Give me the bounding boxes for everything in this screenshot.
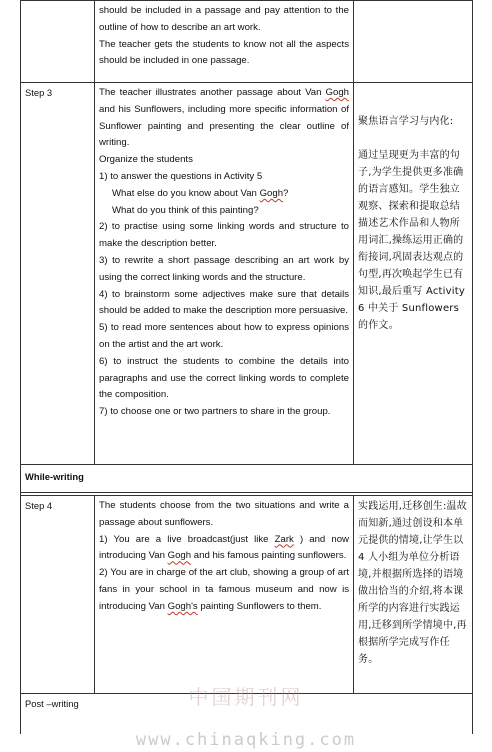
list-item: 2) You are in charge of the art club, showing a group of art fans in your school in ta famous museum and now is introducing Van Gogh's painting Sunflowers to them. (99, 567, 349, 612)
watermark-url: www.chinaqking.com (135, 730, 357, 750)
step-label: Step 3 (21, 83, 95, 465)
spell-underlined-word: Gogh (259, 187, 284, 199)
section-row-post-writing (21, 694, 473, 734)
step-cell-empty (21, 1, 95, 83)
note-cell-empty (354, 1, 473, 83)
content-cell (95, 83, 354, 465)
content-line: The teacher gets the students to know not all the aspects should be included in one passage. (99, 38, 349, 67)
note-cell (354, 496, 473, 694)
watermark-logo-text: 中国期刊网 (188, 685, 304, 709)
list-item: 6) to instruct the students to combine the details into paragraphs and use the correct linking words to complete the composition. (99, 355, 349, 401)
list-item: 1) to answer the questions in Activity 5 (99, 170, 263, 182)
content-line: The teacher illustrates another passage about Van Gogh and his Sunflowers, including more specific information of Sunflower painting and presenting the clear outline of writing. (99, 87, 349, 149)
lesson-plan-page (20, 0, 472, 734)
question-line: What else do you know about Van Gogh? (112, 187, 289, 199)
list-item: 3) to rewrite a short passage describing an art work by using the correct linking words and the structure. (99, 254, 349, 283)
note-title: 聚焦语言学习与内化: (358, 116, 454, 127)
section-row-while-writing (21, 465, 473, 493)
section-label: Post –writing (21, 694, 473, 734)
question-line: What do you think of this painting? (112, 204, 259, 216)
content-line: The students choose from the two situations and write a passage about sunflowers. (99, 500, 349, 528)
table-row-step4 (21, 496, 473, 694)
note-cell (354, 83, 473, 465)
table-row-continuation (21, 1, 473, 83)
spell-underlined-word: Gogh (167, 550, 192, 562)
spell-underlined-word: Gogh (325, 87, 349, 98)
content-line: Organize the students (99, 154, 193, 166)
spell-underlined-word: Gogh's (167, 600, 198, 612)
section-label: While-writing (21, 465, 473, 493)
list-item: 2) to practise using some linking words and structure to make the description better. (99, 221, 349, 250)
table-row-step3 (21, 83, 473, 465)
content-cell (95, 496, 354, 694)
note-body: 实践运用,迁移创生:温故而知新,通过创设和本单元提供的情境,让学生以 4 人小组为单位分析语境,并根据所选择的语境做出恰当的介绍,将本课所学的内容进行实践运用,迁移到所学情境中,再根据所学完成写作任务。 (358, 501, 467, 665)
spell-underlined-word: Zark (274, 533, 294, 545)
list-item: 1) You are a live broadcast(just like Zark ) and now introducing Van Gogh and his famous painting sunflowers. (99, 533, 349, 562)
lesson-plan-table (20, 0, 473, 734)
content-line: should be included in a passage and pay attention to the outline of how to describe an art work. (99, 5, 349, 33)
list-item: 7) to choose one or two partners to share in the group. (99, 406, 331, 418)
list-item: 5) to read more sentences about how to express opinions on the artist and the art work. (99, 322, 349, 350)
step-label: Step 4 (21, 496, 95, 694)
content-cell (95, 1, 354, 83)
list-item: 4) to brainstorm some adjectives make sure that details should be added to make the description more persuasive. (99, 288, 349, 317)
note-body: 通过呈现更为丰富的句子,为学生提供更多准确的语言感知。学生独立观察、探索和提取总结描述艺术作品和人物所用词汇,操练运用正确的衔接词,巩固表达观点的句型,再次唤起学生已有知识,最后重写 Activity 6 中关于 Sunflowers 的作文。 (358, 150, 465, 331)
